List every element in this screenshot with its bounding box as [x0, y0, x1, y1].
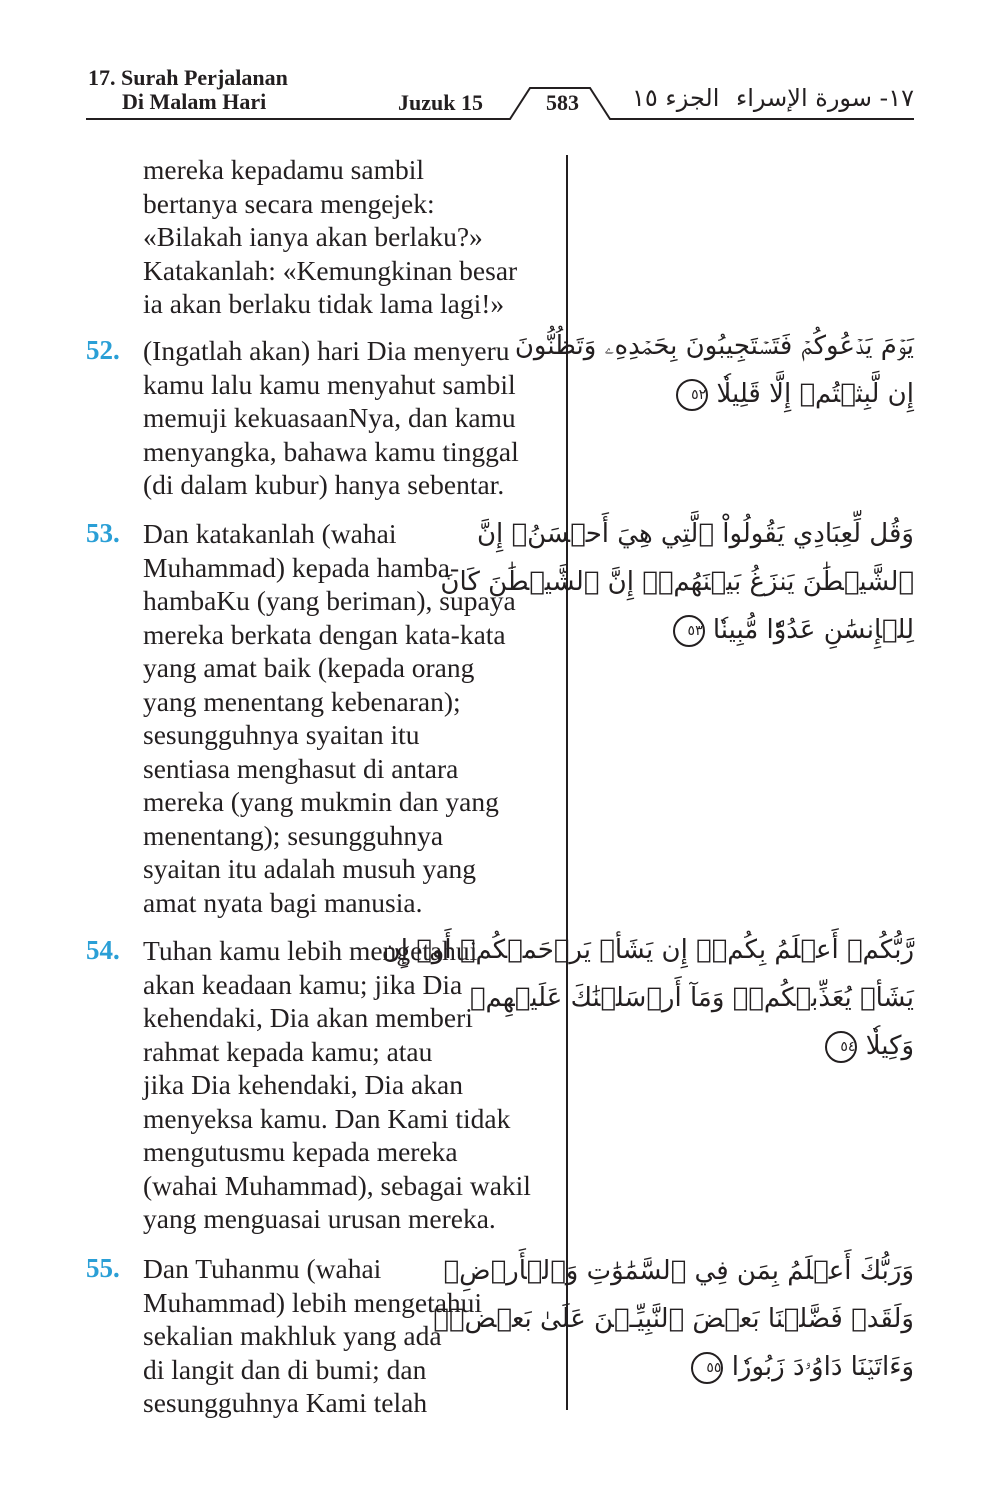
surah-title-latin	[88, 66, 288, 114]
arabic-line: وَرَبُّكَ أَعۡلَمُ بِمَن فِي ٱلسَّمَٰوَٰتِ وَٱلۡأَرۡضِۗ	[443, 1256, 914, 1286]
arabic-line: وَلَقَدۡ فَضَّلۡنَا بَعۡضَ ٱلنَّبِيِّـۧنَ عَلَىٰ بَعۡضٖۖ	[433, 1304, 914, 1334]
text-line: (Ingatlah akan) hari Dia menyeru	[143, 335, 510, 366]
text-line: menyeksa kamu. Dan Kami tidak	[143, 1102, 511, 1134]
arabic-line	[594, 1343, 914, 1391]
text-line: bertanya secara mengejek:	[143, 187, 435, 219]
text-line: mengutusmu kepada mereka	[143, 1136, 458, 1167]
text-line: Muhammad) kepada hamba-	[143, 551, 460, 583]
text-line: ia akan berlaku tidak lama lagi!»	[143, 288, 505, 319]
text-line: Dan Tuhanmu (wahai	[143, 1253, 382, 1284]
text-line: hambaKu (yang beriman), supaya	[143, 585, 516, 616]
surah-title-line2: Di Malam Hari	[122, 89, 267, 114]
juz-label-arabic: الجزء ١٥	[632, 84, 720, 112]
arabic-line: يَوۡمَ يَدۡعُوكُمۡ فَتَسۡتَجِيبُونَ بِحَمۡدِهِۦ وَتَظُنُّونَ	[514, 331, 914, 361]
text-line: mereka kepadamu sambil	[143, 154, 425, 185]
page-header	[0, 0, 1000, 130]
ayah-number-marker: ٥٣	[673, 615, 705, 647]
text-line: Katakanlah: «Kemungkinan besar	[143, 254, 518, 286]
text-line: di langit dan di bumi; dan	[143, 1353, 427, 1385]
text-line: mereka (yang mukmin dan yang	[143, 786, 499, 817]
text-line: akan keadaan kamu; jika Dia	[143, 968, 463, 1000]
verse-number: 54.	[86, 935, 120, 965]
text-line: (wahai Muhammad), sebagai wakil	[143, 1169, 531, 1201]
arabic-line	[594, 370, 914, 418]
text-line: Tuhan kamu lebih mengetahui	[143, 935, 478, 966]
arabic-line: يَشَأۡ يُعَذِّبۡكُمۡۚ وَمَآ أَرۡسَلۡنَٰكَ عَلَيۡهِمۡ	[469, 983, 914, 1013]
translation-lines	[143, 153, 517, 321]
arabic-line-text: لِلۡإِنسَٰنِ عَدُوّٗا مُّبِينٗا	[712, 615, 914, 645]
arabic-line-text: وَكِيلٗا	[865, 1031, 914, 1061]
text-line: yang amat baik (kepada orang	[143, 652, 475, 683]
text-line: «Bilakah ianya akan berlaku?»	[143, 221, 483, 252]
ayah-number-marker: ٥٥	[691, 1352, 723, 1384]
arabic-verse	[433, 1247, 914, 1391]
text-line: syaitan itu adalah musuh yang	[143, 853, 476, 884]
text-line: mereka berkata dengan kata-kata	[143, 618, 506, 650]
text-line: sentiasa menghasut di antara	[143, 752, 459, 784]
ayah-number-marker: ٥٢	[676, 379, 708, 411]
page-number: 583	[546, 90, 579, 115]
translation-lines	[143, 1252, 482, 1420]
translation-lines	[143, 334, 519, 502]
text-line: memuji kekuasaanNya, dan kamu	[143, 402, 516, 433]
juz-label: Juzuk 15	[398, 90, 483, 115]
text-line: menyangka, bahawa kamu tinggal	[143, 435, 519, 467]
arabic-line: ٱلشَّيۡطَٰنَ يَنزَغُ بَيۡنَهُمۡۚ إِنَّ ٱلشَّيۡطَٰنَ كَانَ	[440, 567, 914, 597]
text-line: menentang); sesungguhnya	[143, 819, 444, 851]
text-line: yang menentang kebenaran);	[143, 685, 461, 717]
text-line: kamu lalu kamu menyahut sambil	[143, 368, 516, 400]
text-line: Dan katakanlah (wahai	[143, 518, 397, 549]
text-line: jika Dia kehendaki, Dia akan	[143, 1069, 463, 1100]
text-line: sesungguhnya syaitan itu	[143, 719, 420, 750]
arabic-line-text: وَءَاتَيۡنَا دَاوُۥدَ زَبُورٗا	[731, 1352, 914, 1382]
text-line: sekalian makhluk yang ada	[143, 1320, 442, 1351]
arabic-verse	[381, 926, 914, 1070]
ayah-number-marker: ٥٤	[825, 1031, 857, 1063]
text-line: rahmat kepada kamu; atau	[143, 1035, 433, 1067]
arabic-verse	[440, 510, 914, 654]
arabic-line	[594, 1022, 914, 1070]
surah-title-arabic: ١٧- سورة الإسراء	[735, 84, 914, 112]
arabic-line: وَقُل لِّعِبَادِي يَقُولُواْ ٱلَّتِي هِيَ أَحۡسَنُۚ إِنَّ	[476, 519, 914, 549]
arabic-line	[594, 606, 914, 654]
arabic-verse	[514, 322, 914, 418]
verse-number: 53.	[86, 518, 120, 548]
text-line: sesungguhnya Kami telah	[143, 1387, 428, 1418]
text-line: yang menguasai urusan mereka.	[143, 1203, 496, 1234]
text-line: (di dalam kubur) hanya sebentar.	[143, 469, 505, 500]
surah-title-line1: 17. Surah Perjalanan	[88, 65, 288, 90]
verse-number: 52.	[86, 335, 120, 365]
text-line: amat nyata bagi manusia.	[143, 886, 423, 918]
arabic-line-text: إِن لَّبِثۡتُمۡ إِلَّا قَلِيلٗا	[716, 379, 914, 409]
text-line: kehendaki, Dia akan memberi	[143, 1002, 473, 1033]
text-line: Muhammad) lebih mengetahui	[143, 1286, 483, 1318]
verse-number: 55.	[86, 1253, 120, 1283]
arabic-line: رَّبُّكُمۡ أَعۡلَمُ بِكُمۡۖ إِن يَشَأۡ يَرۡحَمۡكُمۡ أَوۡ إِن	[381, 935, 914, 965]
